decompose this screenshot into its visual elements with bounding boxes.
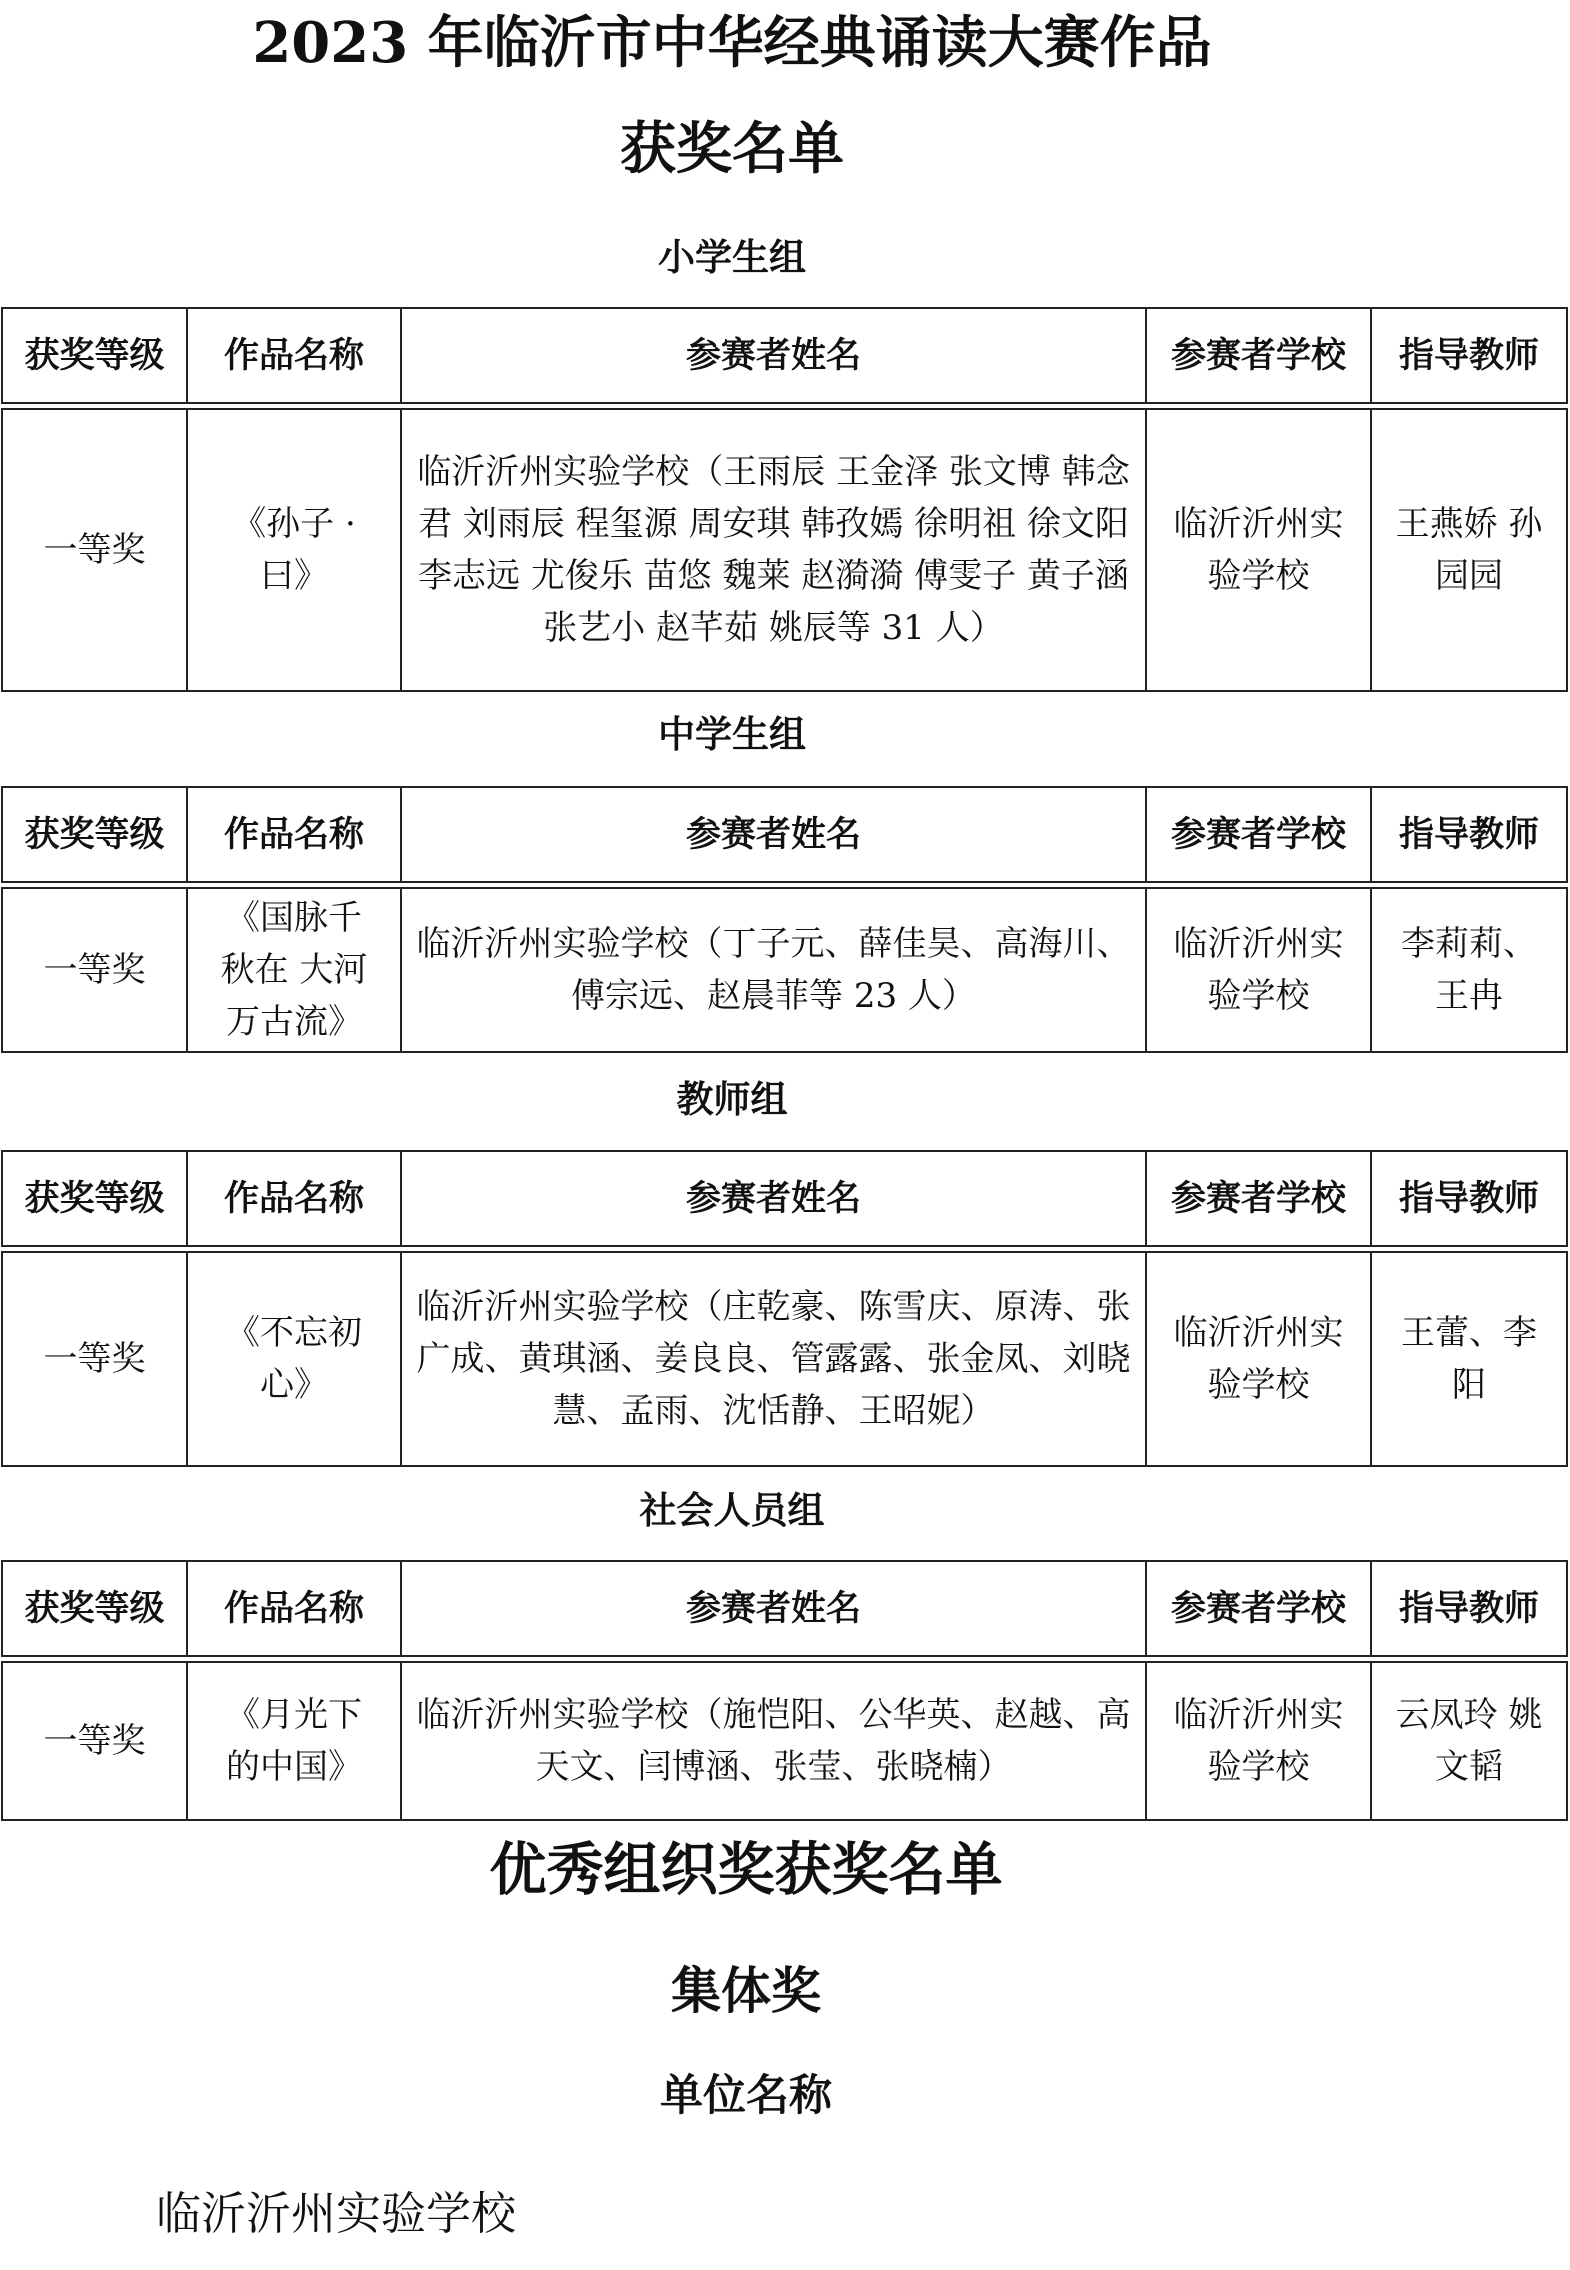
primary-school-table <box>1 307 1568 692</box>
document-title-line2: 获奖名单 <box>620 116 844 182</box>
group-name-public: 社会人员组 <box>639 1489 825 1532</box>
work-title-cell <box>188 410 402 690</box>
participants-text: 临沂沂州实验学校（丁子元、薛佳昊、高海川、傅宗远、赵晨菲等 23 人） <box>416 924 1131 1016</box>
participants-text: 临沂沂州实验学校（施恺阳、公华英、赵越、高天文、闫博涵、张莹、张晓楠） <box>416 1695 1131 1787</box>
table-header-row <box>1 307 1568 404</box>
school-cell <box>1147 1663 1372 1819</box>
award-level-cell <box>3 1663 188 1819</box>
header-cell-school: 参赛者学校 <box>1147 1562 1372 1655</box>
award-level-text: 一等奖 <box>43 1721 146 1761</box>
teacher-cell <box>1372 1253 1566 1465</box>
header-cell-participants: 参赛者姓名 <box>402 1152 1147 1245</box>
participants-text: 临沂沂州实验学校（王雨辰 王金泽 张文博 韩念君 刘雨辰 程玺源 周安琪 韩孜嫣 徐明祖 徐文阳 李志远 尤俊乐 苗悠 魏莱 赵漪漪 傅雯子 黄子涵 张艺小 赵芊茹 姚辰等 31 人） <box>417 452 1130 648</box>
work-title-cell <box>188 1663 402 1819</box>
header-cell-school: 参赛者学校 <box>1147 1152 1372 1245</box>
header-cell-participants: 参赛者姓名 <box>402 788 1147 881</box>
table-row <box>1 1661 1568 1821</box>
award-level-text: 一等奖 <box>43 950 146 990</box>
table-header-row <box>1 786 1568 883</box>
work-title-text: 《孙子 · 曰》 <box>232 504 356 596</box>
org-award-title: 优秀组织奖获奖名单 <box>489 1837 1003 1903</box>
work-title-cell <box>188 889 402 1051</box>
award-level-cell <box>3 889 188 1051</box>
group-name-teachers: 教师组 <box>676 1078 788 1121</box>
org-award-column-header: 单位名称 <box>660 2071 832 2121</box>
table-header-row <box>1 1560 1568 1657</box>
header-cell-award-level: 获奖等级 <box>3 309 188 402</box>
participants-cell <box>402 1253 1147 1465</box>
org-award-unit: 临沂沂州实验学校 <box>156 2187 517 2240</box>
header-cell-work-title: 作品名称 <box>188 1562 402 1655</box>
header-cell-teacher: 指导教师 <box>1398 335 1539 376</box>
public-table <box>1 1560 1568 1821</box>
table-header-row <box>1 1150 1568 1247</box>
header-cell-award-level: 获奖等级 <box>3 1152 188 1245</box>
header-cell-participants: 参赛者姓名 <box>402 309 1147 402</box>
participants-cell <box>402 410 1147 690</box>
teacher-text: 王蕾、李阳 <box>1401 1313 1537 1405</box>
award-level-cell <box>3 410 188 690</box>
work-title-text: 《国脉千秋在 大河万古流》 <box>220 898 368 1042</box>
secondary-school-table <box>1 786 1568 1053</box>
teacher-cell <box>1372 410 1566 690</box>
participants-text: 临沂沂州实验学校（庄乾豪、陈雪庆、原涛、张广成、黄琪涵、姜良良、管露露、张金凤、刘晓慧、孟雨、沈恬静、王昭妮） <box>416 1287 1131 1431</box>
school-text: 临沂沂州实验学校 <box>1173 504 1344 596</box>
school-text: 临沂沂州实验学校 <box>1173 924 1344 1016</box>
school-cell <box>1147 410 1372 690</box>
header-cell-work-title: 作品名称 <box>188 309 402 402</box>
header-cell-participants: 参赛者姓名 <box>402 1562 1147 1655</box>
header-cell-teacher: 指导教师 <box>1398 1588 1539 1629</box>
award-level-text: 一等奖 <box>43 1339 146 1379</box>
header-cell-work-title: 作品名称 <box>188 1152 402 1245</box>
table-row <box>1 1251 1568 1467</box>
school-text: 临沂沂州实验学校 <box>1173 1313 1344 1405</box>
work-title-text: 《不忘初心》 <box>226 1313 362 1405</box>
header-cell-work-title: 作品名称 <box>188 788 402 881</box>
participants-cell <box>402 1663 1147 1819</box>
teachers-table <box>1 1150 1568 1467</box>
group-name-primary: 小学生组 <box>658 236 806 279</box>
teacher-text: 王燕娇 孙园园 <box>1395 504 1543 596</box>
table-row <box>1 887 1568 1053</box>
teacher-cell <box>1372 1663 1566 1819</box>
school-cell <box>1147 889 1372 1051</box>
award-level-cell <box>3 1253 188 1465</box>
header-cell-teacher: 指导教师 <box>1398 1178 1539 1219</box>
header-cell-award-level: 获奖等级 <box>3 788 188 881</box>
teacher-text: 云凤玲 姚文韬 <box>1395 1695 1543 1787</box>
school-cell <box>1147 1253 1372 1465</box>
teacher-text: 李莉莉、王冉 <box>1401 924 1537 1016</box>
school-text: 临沂沂州实验学校 <box>1173 1695 1344 1787</box>
teacher-cell <box>1372 889 1566 1051</box>
header-cell-school: 参赛者学校 <box>1147 309 1372 402</box>
header-cell-school: 参赛者学校 <box>1147 788 1372 881</box>
award-level-text: 一等奖 <box>43 530 146 570</box>
header-cell-teacher: 指导教师 <box>1398 814 1539 855</box>
document-title-line1: 2023 年临沂市中华经典诵读大赛作品 <box>252 10 1212 76</box>
group-name-secondary: 中学生组 <box>658 713 806 756</box>
participants-cell <box>402 889 1147 1051</box>
work-title-text: 《月光下的中国》 <box>226 1695 362 1787</box>
work-title-cell <box>188 1253 402 1465</box>
org-award-subtitle: 集体奖 <box>671 1962 821 2020</box>
table-row <box>1 408 1568 692</box>
header-cell-award-level: 获奖等级 <box>3 1562 188 1655</box>
